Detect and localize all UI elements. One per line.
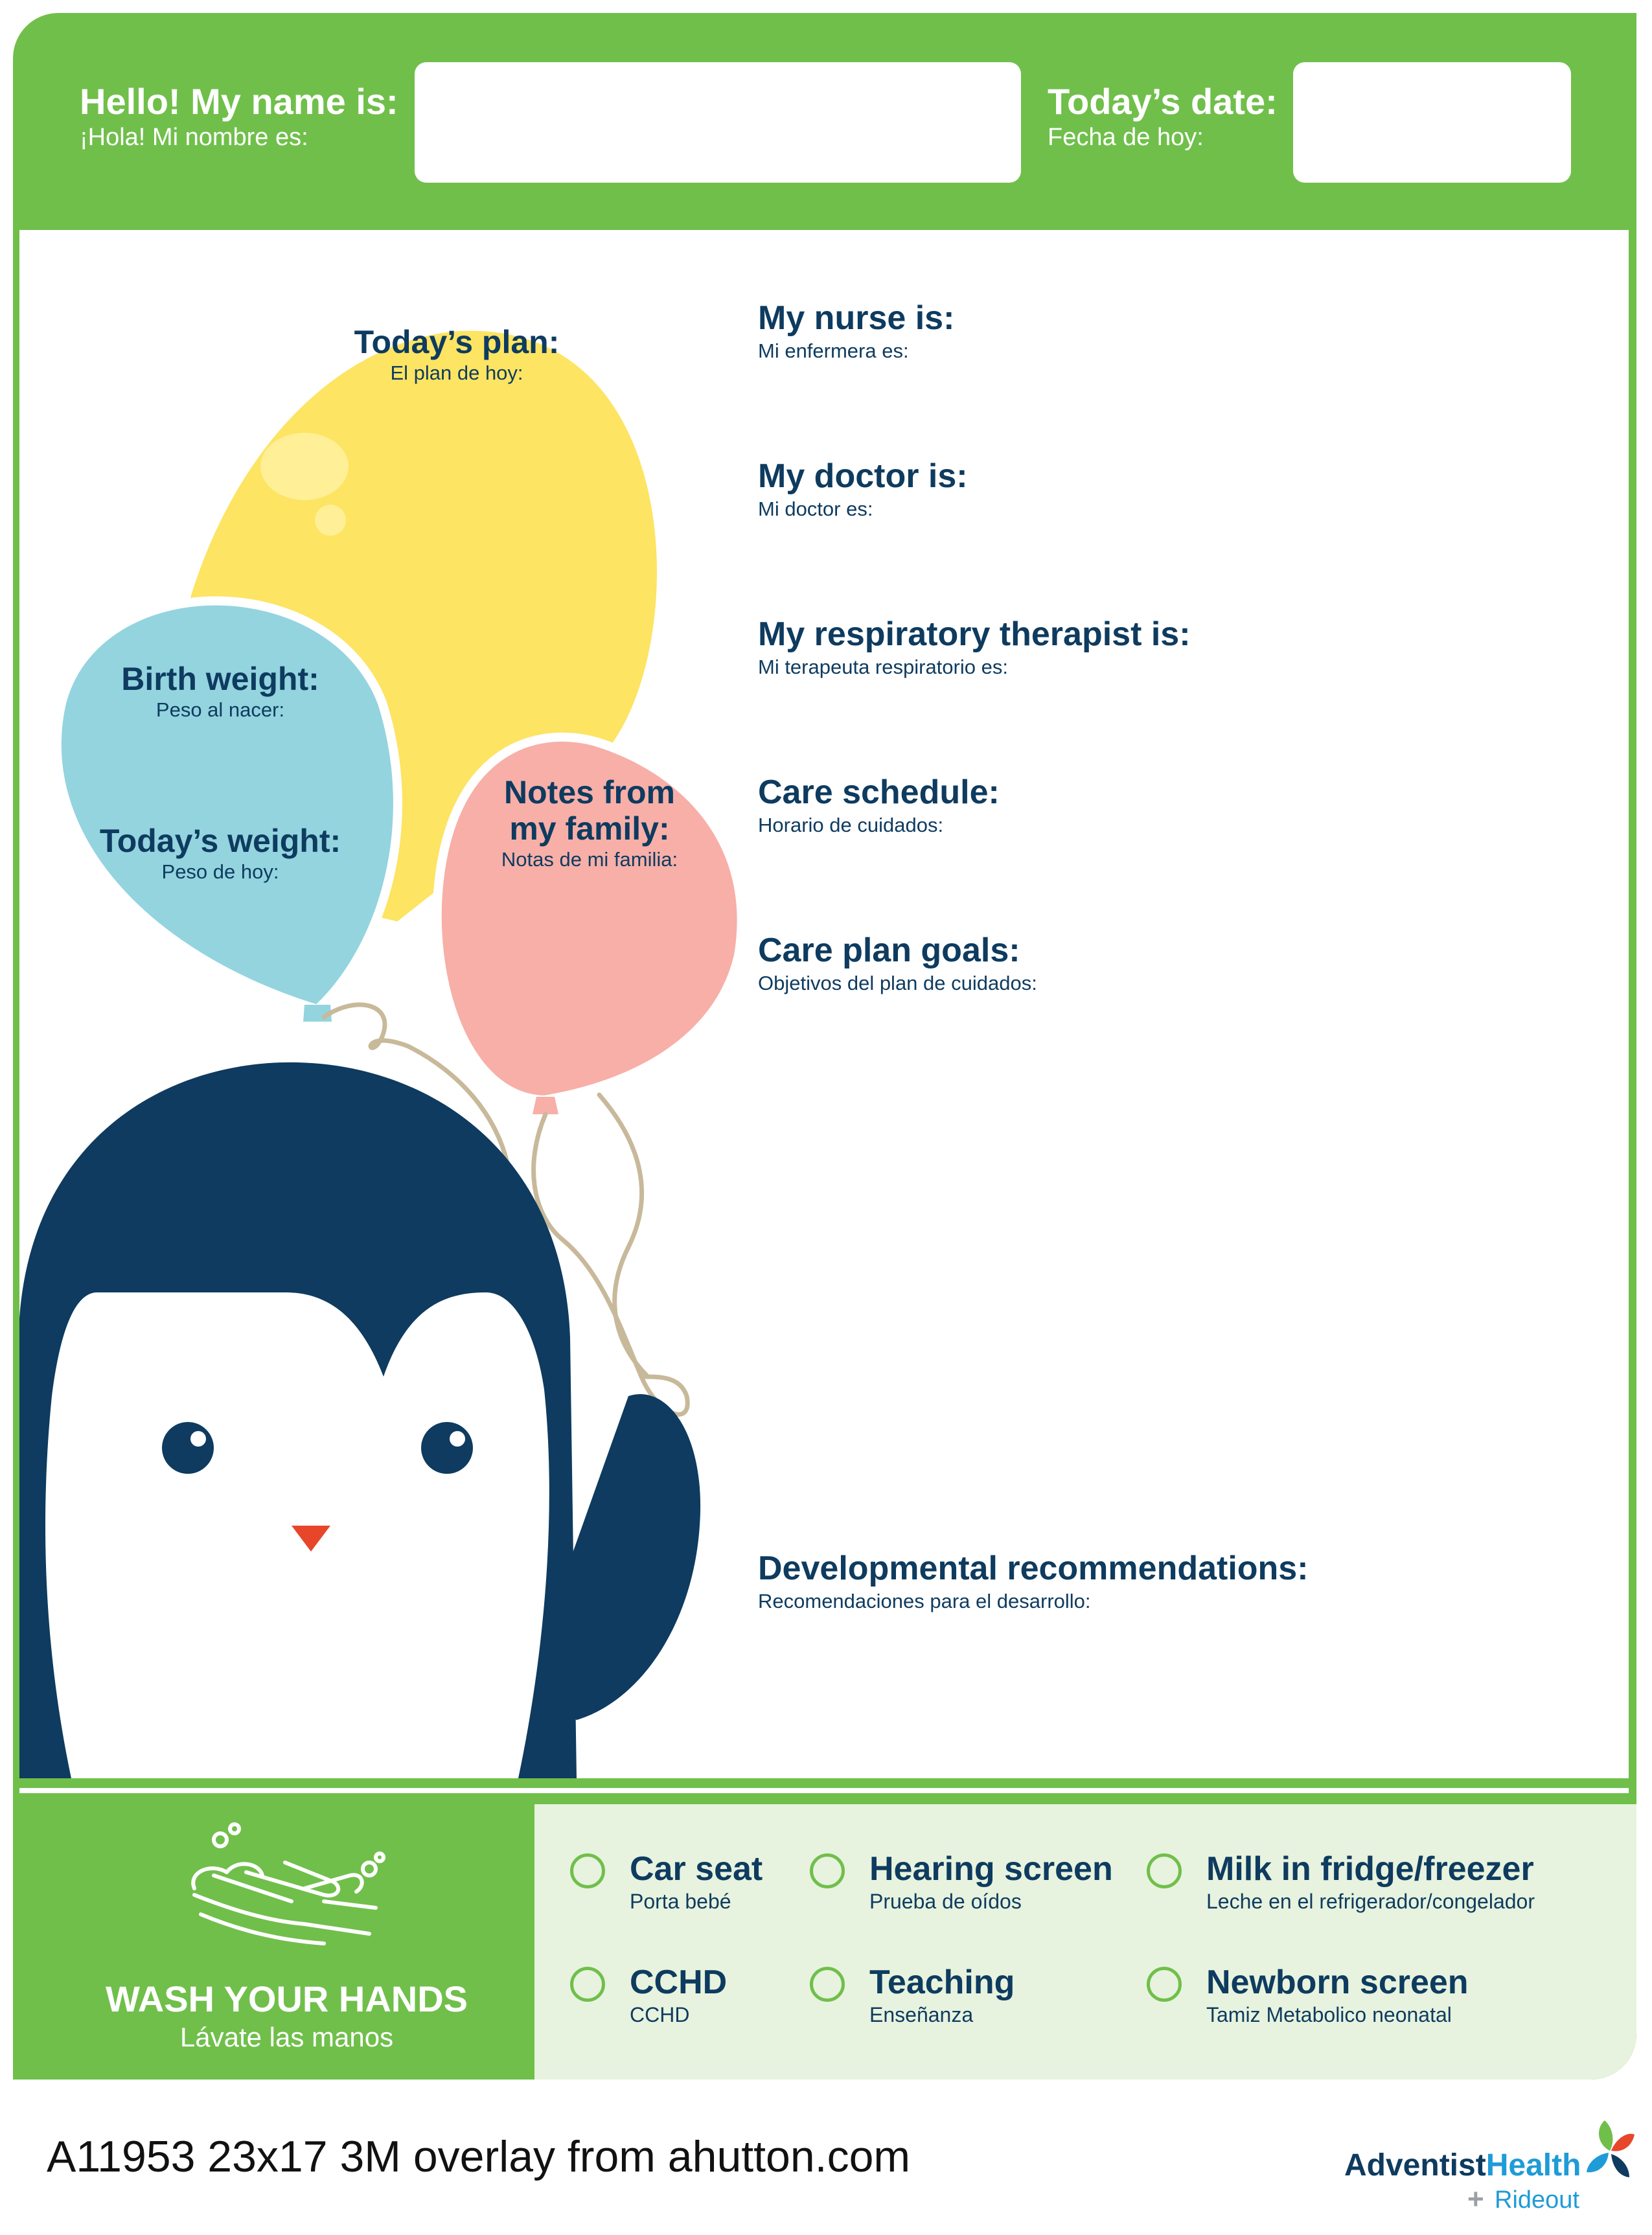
family-notes-es: Notas de mi familia: xyxy=(501,848,678,871)
care-schedule-label-es: Horario de cuidados: xyxy=(758,814,944,836)
developmental-field xyxy=(758,1548,1309,1614)
milk-en: Milk in fridge/freezer xyxy=(1206,1850,1534,1888)
name-label xyxy=(80,81,398,152)
check-circle-icon[interactable] xyxy=(1147,1967,1182,2002)
check-circle-icon[interactable] xyxy=(1147,1853,1182,1888)
wash-hands-es: Lávate las manos xyxy=(179,2022,394,2052)
todays-plan-es: El plan de hoy: xyxy=(390,361,523,384)
leaf-icon xyxy=(1584,2115,1636,2186)
hearing-screen-es: Prueba de oídos xyxy=(869,1890,1022,1913)
care-goals-label: Care plan goals: xyxy=(758,932,1020,969)
care-schedule-field xyxy=(758,772,1000,838)
nurse-label: My nurse is: xyxy=(758,299,955,337)
logo-rideout: Rideout xyxy=(1495,2186,1579,2214)
newborn-screen-es: Tamiz Metabolico neonatal xyxy=(1206,2003,1452,2026)
date-field[interactable] xyxy=(1293,62,1571,183)
birth-weight-es: Peso al nacer: xyxy=(155,698,285,721)
name-label-en: Hello! My name is: xyxy=(80,81,398,122)
doctor-label-es: Mi doctor es: xyxy=(758,498,873,520)
check-circle-icon[interactable] xyxy=(570,1853,605,1888)
developmental-label-es: Recomendaciones para el desarrollo: xyxy=(758,1590,1091,1612)
teaching-en: Teaching xyxy=(869,1964,1015,2001)
therapist-label: My respiratory therapist is: xyxy=(758,615,1191,653)
therapist-field xyxy=(758,614,1191,680)
logo-health: Health xyxy=(1486,2148,1581,2183)
cchd-en: CCHD xyxy=(630,1964,728,2001)
board xyxy=(13,13,1636,2080)
check-circle-icon[interactable] xyxy=(570,1967,605,2002)
family-notes-line2: my family: xyxy=(509,810,670,847)
teaching-es: Enseñanza xyxy=(869,2003,974,2026)
birth-weight-en: Birth weight: xyxy=(121,661,319,697)
name-field[interactable] xyxy=(415,62,1021,183)
care-goals-label-es: Objetivos del plan de cuidados: xyxy=(758,972,1037,994)
family-notes-line1: Notes from xyxy=(504,774,675,810)
milk-es: Leche en el refrigerador/congelador xyxy=(1206,1890,1535,1913)
car-seat-es: Porta bebé xyxy=(630,1890,731,1913)
nurse-field xyxy=(758,298,954,364)
footer-code: A11953 23x17 3M overlay from ahutton.com xyxy=(47,2132,911,2181)
family-notes-label xyxy=(444,774,735,873)
newborn-screen-en: Newborn screen xyxy=(1206,1964,1469,2001)
doctor-field xyxy=(758,456,968,522)
care-schedule-label: Care schedule: xyxy=(758,774,1000,811)
checklist-panel xyxy=(534,1804,1636,2080)
adventist-health-logo xyxy=(1344,2115,1642,2215)
therapist-label-es: Mi terapeuta respiratorio es: xyxy=(758,656,1008,678)
todays-weight-es: Peso de hoy: xyxy=(161,860,279,883)
nurse-label-es: Mi enfermera es: xyxy=(758,339,909,362)
date-label xyxy=(1048,81,1278,152)
birth-weight-label xyxy=(65,661,376,723)
logo-text xyxy=(1344,2148,1581,2183)
developmental-label: Developmental recommendations: xyxy=(758,1550,1309,1587)
check-circle-icon[interactable] xyxy=(810,1967,845,2002)
separator xyxy=(19,1788,1629,1793)
name-label-es: ¡Hola! Mi nombre es: xyxy=(80,124,308,151)
care-goals-field xyxy=(758,930,1037,996)
date-label-es: Fecha de hoy: xyxy=(1048,124,1204,151)
logo-plus: + xyxy=(1467,2183,1484,2215)
doctor-label: My doctor is: xyxy=(758,457,968,495)
todays-plan-en: Today’s plan: xyxy=(354,324,560,360)
penguin-icon xyxy=(19,1062,700,1778)
todays-plan-label xyxy=(295,324,619,386)
check-circle-icon[interactable] xyxy=(810,1853,845,1888)
cchd-es: CCHD xyxy=(630,2003,690,2026)
car-seat-en: Car seat xyxy=(630,1850,763,1888)
logo-adventist: Adventist xyxy=(1344,2148,1486,2183)
todays-weight-en: Today’s weight: xyxy=(99,823,341,859)
wash-hands-en: WASH YOUR HANDS xyxy=(105,1978,468,2019)
date-label-en: Today’s date: xyxy=(1048,81,1278,122)
todays-weight-label xyxy=(65,823,376,885)
wash-hands xyxy=(39,1811,534,2054)
hearing-screen-en: Hearing screen xyxy=(869,1850,1113,1888)
